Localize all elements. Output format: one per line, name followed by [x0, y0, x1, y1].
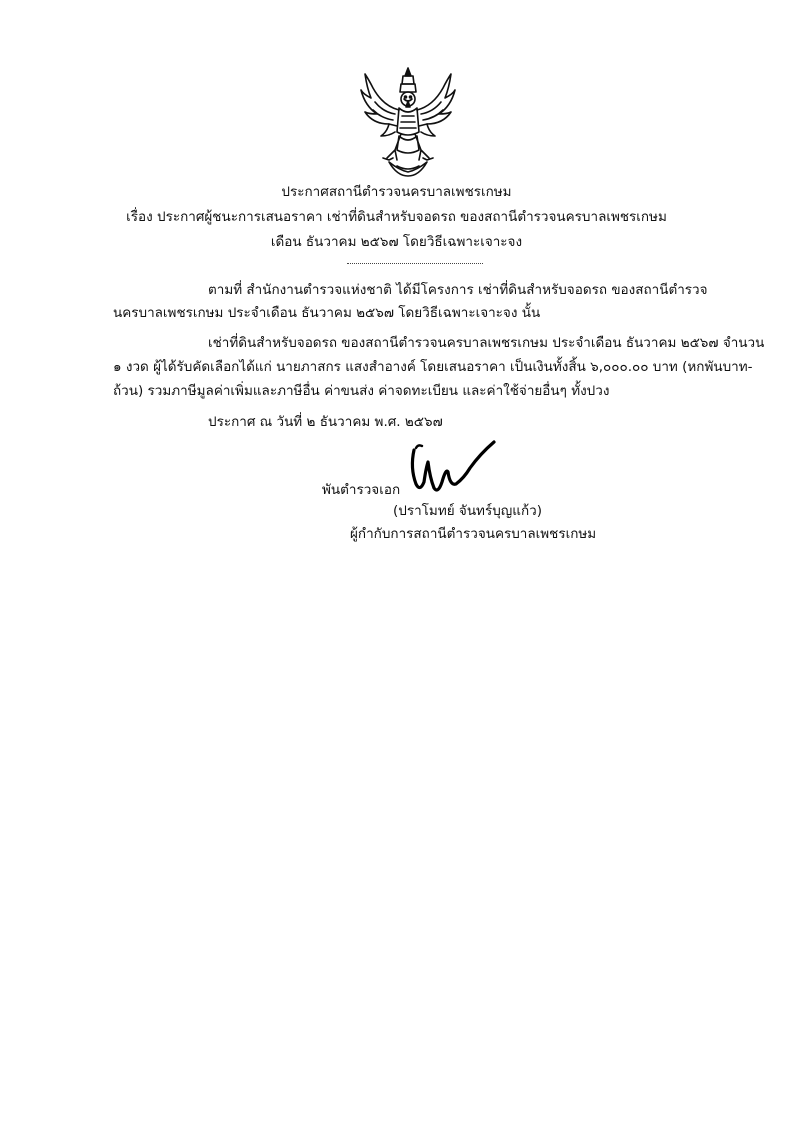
paragraph-2-line-1: เช่าที่ดินสำหรับจอดรถ ของสถานีตำรวจนครบาลเพชรเกษม ประจำเดือน ธันวาคม ๒๕๖๗ จำนวน [208, 335, 765, 351]
document-title: ประกาศสถานีตำรวจนครบาลเพชรเกษม [281, 184, 512, 200]
document-subject: เรื่อง ประกาศผู้ชนะการเสนอราคา เช่าที่ดินสำหรับจอดรถ ของสถานีตำรวจนครบาลเพชรเกษม [126, 209, 667, 225]
signatory-name: (ปราโมทย์ จันทร์บุญแก้ว) [393, 503, 543, 519]
garuda-emblem-icon [359, 66, 457, 178]
announcement-date: ประกาศ ณ วันที่ ๒ ธันวาคม พ.ศ. ๒๕๖๗ [208, 414, 443, 430]
paragraph-2-line-2: ๑ งวด ผู้ได้รับคัดเลือกได้แก่ นายภาสกร แสงสำอางค์ โดยเสนอราคา เป็นเงินทั้งสิ้น ๖,๐๐๐.๐๐ บาท (หกพันบาท- [113, 359, 753, 375]
signatory-rank: พันตำรวจเอก [322, 482, 401, 498]
signatory-position: ผู้กำกับการสถานีตำรวจนครบาลเพชรเกษม [350, 526, 597, 542]
document-period: เดือน ธันวาคม ๒๕๖๗ โดยวิธีเฉพาะเจาะจง [270, 234, 523, 250]
heading-divider [347, 263, 483, 264]
handwritten-signature [408, 438, 500, 502]
paragraph-1-line-1: ตามที่ สำนักงานตำรวจแห่งชาติ ได้มีโครงการ เช่าที่ดินสำหรับจอดรถ ของสถานีตำรวจ [208, 282, 708, 298]
paragraph-2-line-3: ถ้วน) รวมภาษีมูลค่าเพิ่มและภาษีอื่น ค่าขนส่ง ค่าจดทะเบียน และค่าใช้จ่ายอื่นๆ ทั้งปวง [113, 383, 610, 399]
paragraph-1-line-2: นครบาลเพชรเกษม ประจำเดือน ธันวาคม ๒๕๖๗ โดยวิธีเฉพาะเจาะจง นั้น [113, 305, 541, 321]
